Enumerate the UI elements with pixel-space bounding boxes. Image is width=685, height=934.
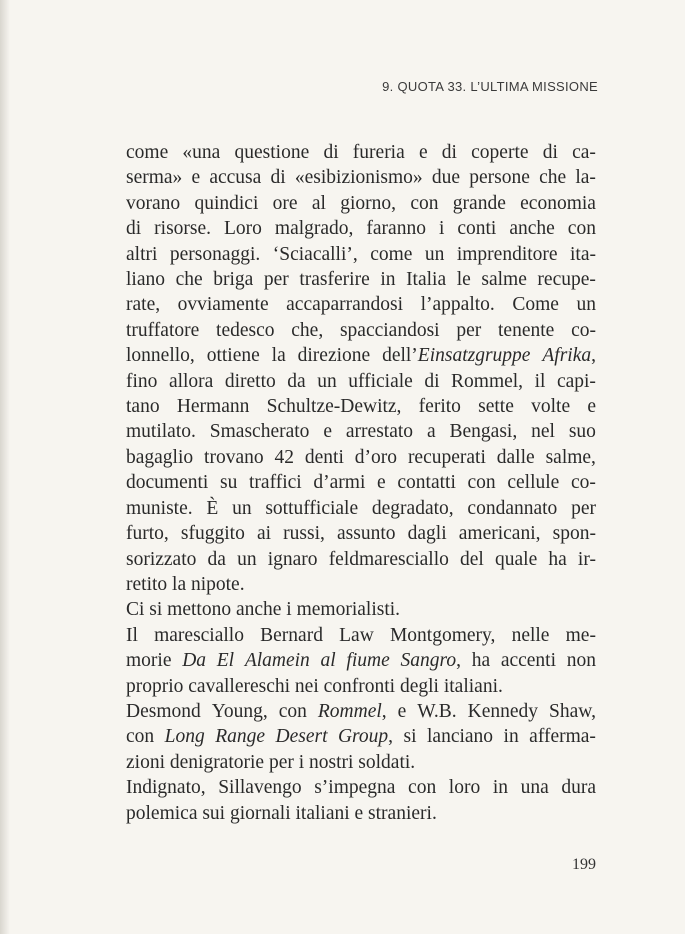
text-word: in [492,777,508,799]
text-word: russi, [283,523,325,545]
text-line [126,724,596,749]
italic-title: Rommel [317,700,382,722]
text-word: il [534,370,546,392]
text-word: la- [575,167,596,189]
text-word: ha [548,548,567,570]
text-word: con [126,726,155,748]
text-word: che [175,269,203,291]
text-word: tano [126,396,160,418]
italic-title: Einsatzgruppe [417,345,531,367]
text-word: dell’ [382,345,418,367]
text-word [338,724,393,749]
text-word: ore [272,192,298,214]
text-word: d’armi [313,472,366,494]
text-word: capi- [556,370,596,392]
text-word: grande [452,192,506,214]
text-line [126,623,596,648]
text-word: si [403,726,417,748]
text-fragment: proprio cavallereschi nei confronti degli italiani. [126,675,503,697]
text-word: «esibizionismo» [294,167,423,189]
text-word: di [424,370,440,392]
text-word: una [520,777,549,799]
text-word: da [207,548,226,570]
text-line [126,521,596,546]
text-word: e [191,167,201,189]
text-word: su [220,472,238,494]
text-word: contatti [397,472,456,494]
text-word: trasferire [299,269,370,291]
text-word: , [591,345,596,367]
text-word: per [456,319,482,341]
text-word: s’impegna [314,777,396,799]
text-fragment: polemica sui giornali italiani e stranieri. [126,802,437,824]
text-word: personaggi. [169,243,261,265]
text-word: economia [520,192,596,214]
text-word: Il [126,624,138,646]
text-word: diretto [224,370,276,392]
text-word: truffatore [126,319,200,341]
text-fragment: retito la nipote. [126,573,245,595]
text-word: W.B. [417,700,457,722]
text-word [542,343,596,368]
text-word: e [587,396,596,418]
text-word: ir- [577,548,596,570]
text-word: ferito [418,396,461,418]
text-word: giorno, [340,192,397,214]
text-word: Indignato, [126,777,206,799]
text-word: recuperati [407,446,486,468]
text-word: un [424,243,445,265]
text-word: lonnello, [126,345,195,367]
text-word: co- [571,472,596,494]
text-word: un [237,548,257,570]
text-line [126,369,596,394]
text-word: di [270,167,286,189]
text-word: Law [339,624,374,646]
text-word: ovviamente [177,294,269,316]
text-word: morie [126,650,172,672]
text-word: accenti [500,650,557,672]
text-word: maresciallo [154,624,244,646]
text-line [126,267,596,292]
text-word: muniste. [126,497,193,519]
text-word: come [126,142,169,163]
text-word: un [232,497,252,519]
text-word: allora [168,370,214,392]
text-word: quale [495,548,538,570]
text-word: È [206,497,219,519]
text-word: trovano [204,446,264,468]
italic-title: Da [182,650,207,672]
text-word: me- [565,624,596,646]
text-word: del [460,548,484,570]
text-word: briga [213,269,254,291]
text-word: Loro [224,218,262,240]
text-word: in [503,726,519,748]
text-word: da [287,370,306,392]
text-word: serma» [126,167,183,189]
text-word: l’appalto. [420,294,495,316]
text-line [126,801,596,826]
text-word: malgrado, [274,218,354,240]
page-number: 199 [572,856,596,873]
text-word: «una [182,142,221,163]
text-word: i [438,218,445,240]
text-word: Shaw, [549,700,596,722]
text-word: nelle [511,624,550,646]
text-word: per [571,497,596,519]
italic-title: Sangro [400,650,457,672]
text-word: Young, [211,700,268,722]
text-word: feldmaresciallo [328,548,449,570]
text-word: vorano [126,192,181,214]
text-line [126,775,596,800]
text-line [126,343,596,368]
text-word: non [566,650,596,672]
text-word: di [542,142,558,163]
text-word: dalle [496,446,535,468]
text-word: ita- [570,243,596,265]
text-word: salme, [545,446,596,468]
text-word: suo [568,421,596,443]
text-word: ufficiale [348,370,413,392]
text-line [126,547,596,572]
italic-title: El [216,650,235,672]
text-line [126,292,596,317]
text-fragment: zioni denigratorie per i nostri soldati. [126,751,416,773]
text-word: Hermann [176,396,250,418]
text-word: che [539,167,567,189]
text-line [126,699,596,724]
text-word: un [576,294,596,316]
text-word [318,699,387,724]
text-word: Bernard [260,624,323,646]
text-word: Schultze-Dewitz, [266,396,402,418]
text-word: ai [256,523,272,545]
text-word: Italia [406,269,447,291]
text-line [126,750,596,775]
text-line [126,445,596,470]
text-word: fino [126,370,158,392]
text-word: risorse. [154,218,212,240]
text-word: furto, [126,523,169,545]
italic-title: Alamein [244,650,310,672]
text-word: co- [571,319,596,341]
text-word: Sillavengo [218,777,302,799]
text-word: Bengasi, [449,421,518,443]
text-word: e [377,472,386,494]
text-word: in [380,269,396,291]
text-word [400,648,461,673]
text-word: e [418,142,428,163]
running-header: 9. QUOTA 33. L’ULTIMA MISSIONE [382,79,598,94]
italic-title: al [320,650,336,672]
text-word: al [311,192,326,214]
text-word: sottufficiale [265,497,359,519]
text-word: conti [457,218,497,240]
text-word: un [317,370,337,392]
text-line [126,191,596,216]
text-word: dagli [407,523,447,545]
text-word: cellule [507,472,560,494]
text-word: direzione [297,345,371,367]
text-word: arrestato [345,421,414,443]
text-word: salme [481,269,527,291]
text-word: questione [234,142,310,163]
text-word: ca- [572,142,596,163]
text-line [126,470,596,495]
text-word: con [278,700,307,722]
text-line [126,242,596,267]
text-line [126,419,596,444]
text-line [126,496,596,521]
text-word: sette [478,396,514,418]
text-line [126,648,596,673]
text-word: Desmond [126,700,201,722]
text-word: anche [509,218,555,240]
text-word: nel [531,421,555,443]
text-word: lanciano [427,726,494,748]
text-word: bagaglio [126,446,194,468]
text-word: le [456,269,471,291]
text-word: tedesco [216,319,275,341]
text-word: con [410,192,439,214]
text-word: volte [531,396,571,418]
text-word: spon- [552,523,596,545]
text-word: con [567,218,596,240]
text-word: con [467,472,496,494]
text-word: sorizzato [126,548,197,570]
text-word: accusa [209,167,262,189]
text-word: rate, [126,294,161,316]
text-word: americani, [458,523,541,545]
body-text [126,140,596,826]
text-word: di [126,218,142,240]
text-line [126,597,596,622]
text-word: dura [561,777,596,799]
text-word: quindici [194,192,259,214]
text-word: e [323,421,332,443]
text-word: di [441,142,457,163]
text-line [126,216,596,241]
text-word: mutilato. [126,421,196,443]
text-word: , [388,726,394,748]
text-word: altri [126,243,158,265]
text-word: imprenditore [456,243,558,265]
text-word: denti [304,446,344,468]
text-line [126,394,596,419]
text-word: tenente [498,319,555,341]
text-word: liano [126,269,165,291]
text-word: fureria [352,142,405,163]
text-word: 42 [274,446,295,468]
italic-title: Afrika [542,345,592,367]
text-word: faranno [366,218,426,240]
text-word: ottiene [206,345,260,367]
text-word: , [456,650,461,672]
text-word: d’oro [354,446,398,468]
text-word: Montgomery, [389,624,496,646]
text-word: persone [469,167,530,189]
text-fragment: Ci si mettono anche i memorialisti. [126,599,401,621]
text-word: afferma- [529,726,596,748]
text-word: ignaro [267,548,318,570]
text-line [126,572,596,597]
text-word: e [397,700,407,722]
text-word: Kennedy [467,700,539,722]
text-word: documenti [126,472,209,494]
italic-title: Long [164,726,205,748]
italic-title: fiume [346,650,390,672]
text-line [126,165,596,190]
text-word: recupe- [537,269,596,291]
text-word: loro [448,777,481,799]
text-word: due [431,167,461,189]
text-word: come [370,243,413,265]
text-word: di [323,142,339,163]
text-word: ‘Sciacalli’, [272,243,358,265]
text-word: Rommel, [451,370,524,392]
text-word: Come [512,294,559,316]
italic-title: Range [215,726,266,748]
text-word: la [271,345,286,367]
text-line [126,674,596,699]
text-word: per [263,269,289,291]
text-word: sfuggito [180,523,245,545]
italic-title: Desert [275,726,328,748]
text-word: con [408,777,437,799]
text-line [126,318,596,343]
text-word: a [426,421,436,443]
text-word: spacciandosi [339,319,440,341]
page-edge [0,0,10,934]
italic-title: Group [337,726,389,748]
text-word: Smascherato [209,421,310,443]
text-word: assunto [337,523,396,545]
text-word: , [381,700,387,722]
text-word: traffici [249,472,302,494]
text-word: condannato [467,497,558,519]
text-word [382,343,530,368]
text-word: accaparrandosi [286,294,404,316]
text-line [126,140,596,165]
text-word: che, [291,319,324,341]
text-word: ha [471,650,491,672]
text-word: degradato, [371,497,454,519]
text-word: coperte [471,142,529,163]
